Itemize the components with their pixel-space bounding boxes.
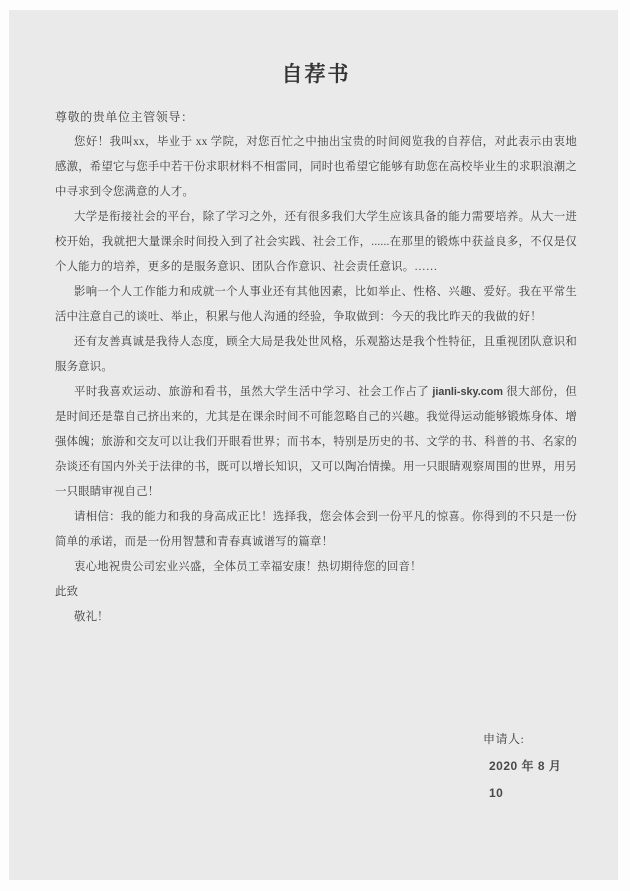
letter-title: 自荐书 xyxy=(281,62,351,86)
salutation-line: 尊敬的贵单位主管领导： xyxy=(55,110,194,124)
watermark-site-text: jianli-sky.com xyxy=(432,386,503,398)
letter-page xyxy=(9,10,618,880)
signature-block xyxy=(483,726,577,807)
closing-jingli: 敬礼！ xyxy=(74,611,109,623)
paragraph-wishes: 衷心地祝贵公司宏业兴盛，全体员工幸福安康！热切期待您的回音！ xyxy=(74,561,422,573)
paragraph-believe: 请相信：我的能力和我的身高成正比！选择我，您会体会到一份平凡的惊喜。你得到的不只是一份简单的承诺，而是一份用智慧和青春真诚谱写的篇章！ xyxy=(55,511,577,548)
paragraph-hobbies xyxy=(55,380,577,505)
closing-cizhi: 此致 xyxy=(55,586,79,598)
paragraph-intro: 您好！我叫xx，毕业于 xx 学院，对您百忙之中抽出宝贵的时间阅览我的自荐信，对此表示由衷地感激，希望它与您手中若干份求职材料不相雷同，同时也希望它能够有助您在高校毕业生的求职浪潮之中寻求到令您满意的人才。 xyxy=(55,136,577,198)
paragraph-university: 大学是衔接社会的平台，除了学习之外，还有很多我们大学生应该具备的能力需要培养。从大一进校开始，我就把大量课余时间投入到了社会实践、社会工作，......在那里的锻炼中获益良多，不仅是仅个人能力的培养，更多的是服务意识、团队合作意识、社会责任意识。…… xyxy=(55,211,577,273)
letter-body xyxy=(55,130,577,630)
paragraph-attitude: 还有友善真诚是我待人态度，顾全大局是我处世风格，乐观豁达是我个性特征，且重视团队意识和服务意识。 xyxy=(55,336,577,373)
paragraph-personality: 影响一个人工作能力和成就一个人事业还有其他因素，比如举止、性格、兴趣、爱好。我在平常生活中注意自己的谈吐、举止，积累与他人沟通的经验，争取做到：今天的我比昨天的我做的好！ xyxy=(55,286,577,323)
signature-date: 2020 年 8 月 10 xyxy=(489,759,562,800)
hobbies-text-before: 平时我喜欢运动、旅游和看书，虽然大学生活中学习、社会工作占了 xyxy=(74,386,433,398)
applicant-label: 申请人: xyxy=(483,732,525,746)
hobbies-text-after: 很大部份，但是时间还是靠自己挤出来的，尤其是在课余时间不可能忽略自己的兴趣。我觉得运动能够锻炼身体、增强体魄；旅游和交友可以让我们开眼看世界；而书本，特别是历史的书、文学的书、科普的书、名家的杂谈还有国内外关于法律的书，既可以增长知识，又可以陶冶情操。用一只眼睛观察周围的世界，用另一只眼睛审视自己！ xyxy=(55,386,577,498)
